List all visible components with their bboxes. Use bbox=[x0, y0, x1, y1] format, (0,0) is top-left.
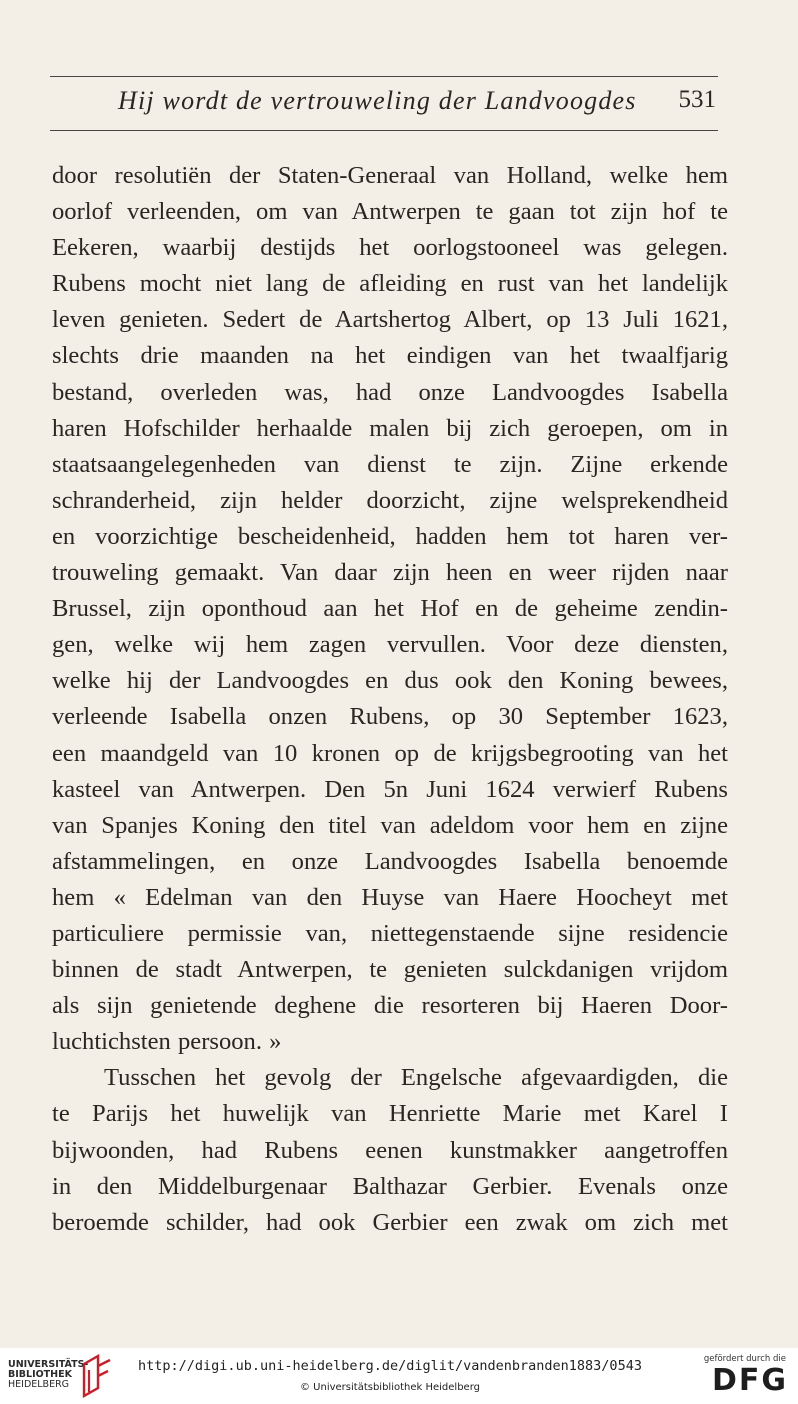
text-line: van Spanjes Koning den titel van adeldom voor hem en zijne bbox=[52, 811, 728, 839]
text-line: particuliere permissie van, niettegenstaende sijne residencie bbox=[52, 919, 728, 947]
header-top-rule bbox=[50, 76, 718, 77]
text-line: door resolutiën der Staten-Generaal van Holland, welke hem bbox=[52, 162, 728, 189]
text-line: welke hij der Landvoogdes en dus ook den Koning bewees, bbox=[52, 667, 728, 695]
text-line: verleende Isabella onzen Rubens, op 30 September 1623, bbox=[52, 703, 728, 731]
text-line: hem « Edelman van den Huyse van Haere Hoocheyt met bbox=[52, 883, 728, 911]
text-line: Rubens mocht niet lang de afleiding en rust van het landelijk bbox=[52, 270, 728, 298]
text-line: Brussel, zijn oponthoud aan het Hof en de geheime zendin- bbox=[52, 595, 728, 623]
text-line: schranderheid, zijn helder doorzicht, zijne welsprekendheid bbox=[52, 486, 728, 514]
text-line: staatsaangelegenheden van dienst te zijn. Zijne erkende bbox=[52, 450, 728, 478]
text-line: kasteel van Antwerpen. Den 5n Juni 1624 verwierf Rubens bbox=[52, 775, 728, 803]
library-name-line-2: BIBLIOTHEK bbox=[8, 1369, 72, 1380]
running-title: Hij wordt de vertrouweling der Landvoogdes bbox=[118, 86, 637, 115]
page-number: 531 bbox=[678, 86, 716, 113]
text-line: trouweling gemaakt. Van daar zijn heen en weer rijden naar bbox=[52, 559, 728, 587]
text-line: afstammelingen, en onze Landvoogdes Isabella benoemde bbox=[52, 847, 728, 875]
ub-heidelberg-logo-icon bbox=[80, 1354, 112, 1398]
text-line: bijwoonden, had Rubens eenen kunstmakker aangetroffen bbox=[52, 1136, 728, 1164]
text-line: als sijn genietende deghene die resorteren bij Haeren Door- bbox=[52, 992, 728, 1020]
text-line: bestand, overleden was, had onze Landvoogdes Isabella bbox=[52, 378, 728, 406]
text-line: oorlof verleenden, om van Antwerpen te gaan tot zijn hof te bbox=[52, 198, 728, 226]
text-line: slechts drie maanden na het eindigen van het twaalfjarig bbox=[52, 342, 728, 370]
text-line: een maandgeld van 10 kronen op de krijgsbegrooting van het bbox=[52, 739, 728, 767]
library-name bbox=[8, 1360, 88, 1390]
text-line: en voorzichtige bescheidenheid, hadden hem tot haren ver- bbox=[52, 522, 728, 550]
text-line: beroemde schilder, had ook Gerbier een zwak om zich met bbox=[52, 1208, 728, 1236]
text-line: haren Hofschilder herhaalde malen bij zich geroepen, om in bbox=[52, 414, 728, 442]
body-text bbox=[52, 158, 728, 1241]
text-line-paragraph-end: luchtichsten persoon. » bbox=[52, 1028, 282, 1056]
header-bottom-rule bbox=[50, 130, 718, 131]
text-line: te Parijs het huwelijk van Henriette Marie met Karel I bbox=[52, 1100, 728, 1128]
text-line-paragraph-start: Tusschen het gevolg der Engelsche afgevaardigden, die bbox=[104, 1064, 728, 1092]
viewer-footer bbox=[0, 1348, 798, 1404]
text-line: gen, welke wij hem zagen vervullen. Voor deze diensten, bbox=[52, 631, 728, 659]
copyright-notice: © Universitätsbibliothek Heidelberg bbox=[299, 1382, 480, 1393]
dfg-logo: DFG bbox=[711, 1363, 788, 1398]
library-name-line-3: HEIDELBERG bbox=[8, 1379, 70, 1390]
text-line: in den Middelburgenaar Balthazar Gerbier. Evenals onze bbox=[52, 1172, 728, 1200]
permalink-url[interactable]: http://digi.ub.uni-heidelberg.de/diglit/vandenbranden1883/0543 bbox=[138, 1358, 642, 1374]
text-line: Eekeren, waarbij destijds het oorlogstooneel was gelegen. bbox=[52, 234, 728, 262]
text-line: leven genieten. Sedert de Aartshertog Albert, op 13 Juli 1621, bbox=[52, 306, 728, 334]
funding-label: gefördert durch die bbox=[703, 1354, 786, 1364]
text-line: binnen de stadt Antwerpen, te genieten sulckdanigen vrijdom bbox=[52, 956, 728, 984]
running-head bbox=[50, 82, 718, 122]
library-name-line-1: UNIVERSITÄTS- bbox=[8, 1359, 89, 1370]
